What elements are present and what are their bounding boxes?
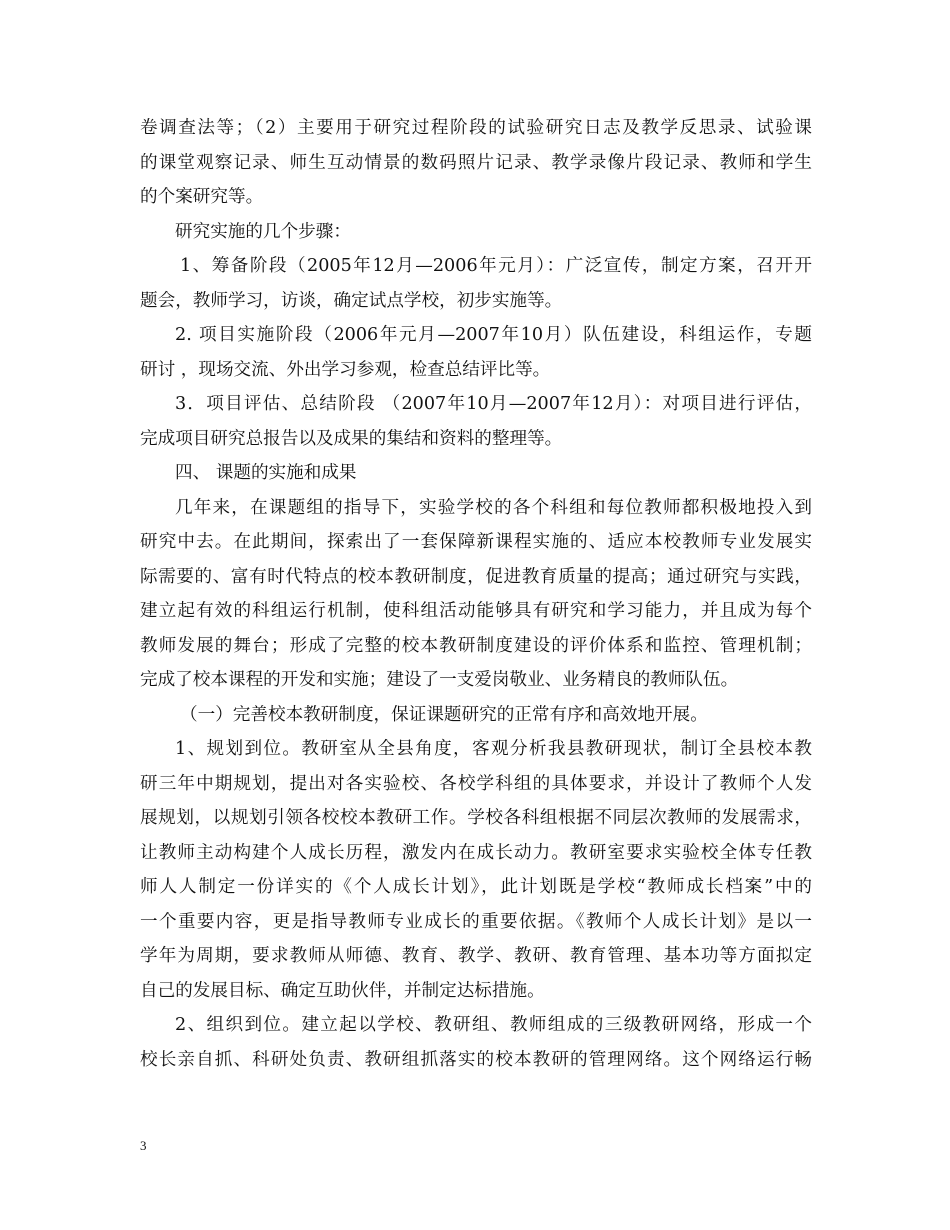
text-line: 的个案研究等。 [140,187,264,207]
text-line: 1、规划到位。教研室从全县角度，客观分析我县教研现状，制订全县校本教 [175,739,812,759]
text-line: 展规划，以规划引领各校校本教研工作。学校各科组根据不同层次教师的发展需求， [140,808,812,828]
text-line: 研讨 ，现场交流、外出学习参观，检查总结评比等。 [140,359,551,380]
text-line: 研究中去。在此期间，探索出了一套保障新课程实施的、适应本校教师专业发展实 [140,532,812,552]
text-line: 教师发展的舞台；形成了完整的校本教研制度建设的评价体系和监控、管理机制； [140,635,812,656]
text-line: 完成项目研究总报告以及成果的集结和资料的整理等。 [140,428,563,449]
text-line: 1、筹备阶段（2005年12月—2006年元月）：广泛宣传，制定方案，召开开 [180,256,812,276]
subsection-heading: （一）完善校本教研制度，保证课题研究的正常有序和高效地开展。 [180,704,708,725]
text-line: 自己的发展目标、确定互助伙伴，并制定达标措施。 [140,980,545,1001]
text-line: 题会，教师学习，访谈，确定试点学校，初步实施等。 [140,290,563,311]
text-line: 师人人制定一份详实的《个人成长计划》，此计划既是学校“教师成长档案”中的 [140,877,812,897]
page-number: 3 [140,1138,147,1153]
text-line: 校长亲自抓、科研处负责、教研组抓落实的校本教研的管理网络。这个网络运行畅 [140,1049,812,1070]
text-line: 几年来，在课题组的指导下，实验学校的各个科组和每位教师都积极地投入到 [175,497,812,518]
text-line: 的课堂观察记录、师生互动情景的数码照片记录、教学录像片段记录、教师和学生 [140,152,812,173]
text-line: 让教师主动构建个人成长历程，激发内在成长动力。教研室要求实验校全体专任教 [140,842,812,863]
text-line: 完成了校本课程的开发和实施；建设了一支爱岗敬业、业务精良的教师队伍。 [140,670,739,690]
text-line: 研三年中期规划，提出对各实验校、各校学科组的具体要求，并设计了教师个人发 [140,773,812,794]
text-line: 卷调查法等；（2）主要用于研究过程阶段的试验研究日志及教学反思录、试验课 [140,118,812,138]
text-line: 建立起有效的科组运行机制，使科组活动能够具有研究和学习能力，并且成为每个 [140,601,812,621]
document-body [140,111,812,1077]
text-line: 研究实施的几个步骤： [175,221,351,242]
text-line: 际需要的、富有时代特点的校本教研制度，促进教育质量的提高；通过研究与实践， [140,566,812,587]
text-line: 学年为周期，要求教师从师德、教育、教学、教研、教育管理、基本功等方面拟定 [140,946,812,966]
section-heading: 四、 课题的实施和成果 [175,463,357,483]
text-line: 2. 项目实施阶段（2006年元月—2007年10月）队伍建设，科组运作，专题 [175,325,812,345]
text-line: 2、组织到位。建立起以学校、教研组、教师组成的三级教研网络，形成一个 [175,1015,812,1035]
text-line: 3．项目评估、总结阶段 （2007年10月—2007年12月）：对项目进行评估， [175,394,812,414]
text-line: 一个重要内容，更是指导教师专业成长的重要依据。《教师个人成长计划》是以一 [140,911,812,932]
